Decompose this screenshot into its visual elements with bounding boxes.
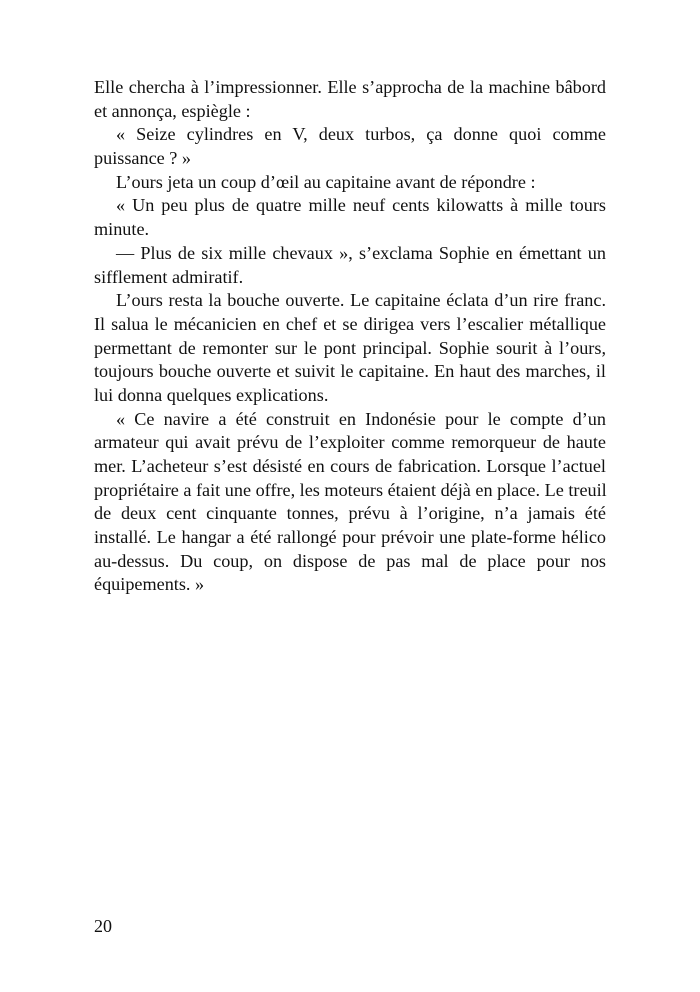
text-line: « Un peu plus de quatre mille neuf cents kilowatts à mille tours (116, 195, 606, 216)
text-line: et annonça, espiègle : (94, 100, 251, 121)
page-body (94, 76, 606, 597)
text-line: lui donna quelques explications. (94, 384, 329, 405)
text-line: mer. L’acheteur s’est désisté en cours de fabrication. Lorsque l’actuel (94, 456, 606, 476)
text-line: Elle chercha à l’impressionner. Elle s’approcha de la machine bâbord (94, 77, 606, 97)
text-line: installé. Le hangar a été rallongé pour prévoir une plate-forme hélico (94, 527, 606, 548)
text-line: minute. (94, 219, 150, 240)
text-line: toujours bouche ouverte et suivit le capitaine. En haut des marches, il (94, 361, 606, 382)
page-number: 20 (94, 916, 112, 936)
text-line: Il salua le mécanicien en chef et se dirigea vers l’escalier métallique (94, 313, 606, 334)
text-line: « Seize cylindres en V, deux turbos, ça donne quoi comme (116, 124, 606, 145)
text-line: puissance ? » (94, 148, 191, 169)
text-line: armateur qui avait prévu de l’exploiter comme remorqueur de haute (94, 432, 606, 453)
text-line: L’ours resta la bouche ouverte. Le capitaine éclata d’un rire franc. (116, 290, 606, 311)
text-line: propriétaire a fait une offre, les moteurs étaient déjà en place. Le treuil (94, 479, 607, 500)
text-line: L’ours jeta un coup d’œil au capitaine avant de répondre : (116, 171, 536, 192)
text-line: de deux cent cinquante tonnes, prévu à l’origine, n’a jamais été (94, 503, 606, 524)
text-line: « Ce navire a été construit en Indonésie pour le compte d’un (116, 408, 606, 429)
text-line: permettant de remonter sur le pont principal. Sophie sourit à l’ours, (94, 337, 606, 358)
text-line: équipements. » (94, 574, 205, 595)
text-line: sifflement admiratif. (94, 266, 244, 287)
text-line: au-dessus. Du coup, on dispose de pas mal de place pour nos (94, 550, 606, 571)
text-line: — Plus de six mille chevaux », s’exclama Sophie en émettant un (116, 242, 606, 263)
